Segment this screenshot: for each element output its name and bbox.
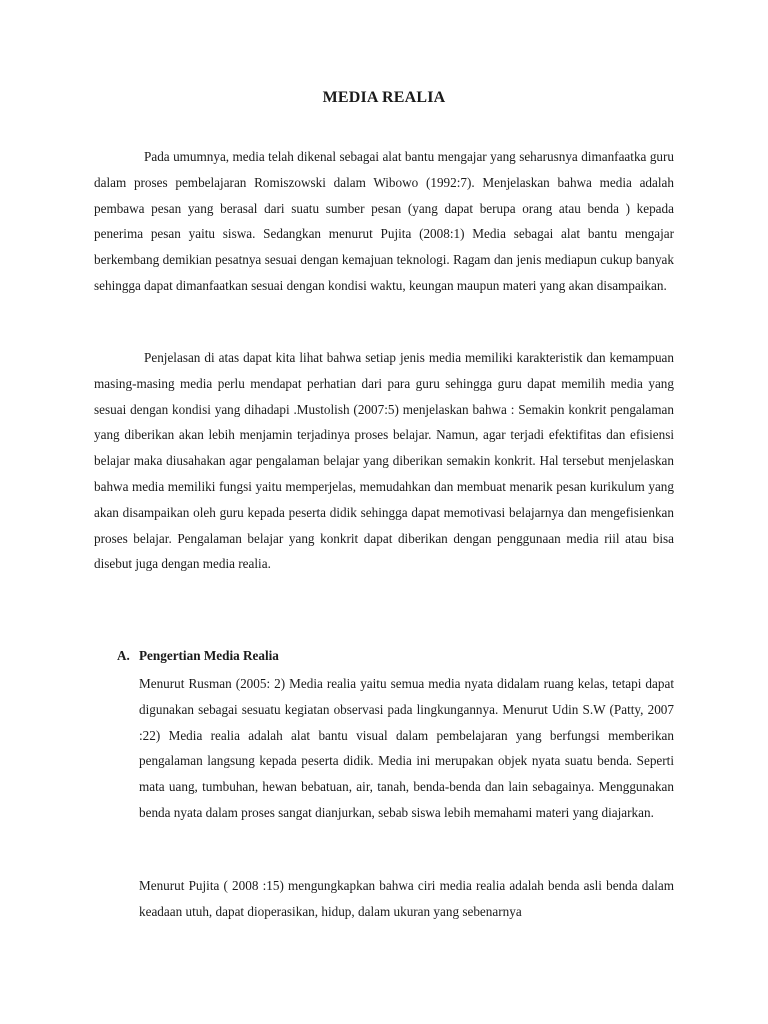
body-paragraph-1: Pada umumnya, media telah dikenal sebagai alat bantu mengajar yang seharusnya dimanfaatka guru dalam proses pembelajaran Romiszowski dalam Wibowo (1992:7). Menjelaskan bahwa media adalah pembawa pesan yang berasal dari suatu sumber pesan (yang dapat berupa orang atau benda ) kepada penerima pesan yaitu siswa. Sedangkan menurut Pujita (2008:1) Media sebagai alat bantu mengajar berkembang demikian pesatnya sesuai dengan kemajuan teknologi. Ragam dan jenis mediapun cukup banyak sehingga dapat dimanfaatkan sesuai dengan kondisi waktu, keungan maupun materi yang akan disampaikan. — [94, 149, 674, 293]
section-heading-text: Pengertian Media Realia — [139, 648, 279, 663]
section-paragraph-2: Menurut Pujita ( 2008 :15) mengungkapkan bahwa ciri media realia adalah benda asli benda dalam keadaan utuh, dapat dioperasikan, hidup, dalam ukuran yang sebenarnya — [139, 878, 674, 919]
section-heading — [117, 648, 279, 664]
page-title: MEDIA REALIA — [322, 89, 446, 106]
section-marker: A. — [117, 648, 130, 663]
body-paragraph-2: Penjelasan di atas dapat kita lihat bahwa setiap jenis media memiliki karakteristik dan kemampuan masing-masing media perlu mendapat perhatian dari para guru sehingga guru dapat memilih media yang sesuai dengan kondisi yang dihadapi .Mustolish (2007:5) menjelaskan bahwa : Semakin konkrit pengalaman yang diberikan akan lebih menjamin terjadinya proses belajar. Namun, agar terjadi efektifitas dan efisiensi belajar maka diusahakan agar pengalaman belajar yang diberikan semakin konkrit. Hal tersebut menjelaskan bahwa media memiliki fungsi yaitu memperjelas, memudahkan dan membuat menarik pesan kurikulum yang akan disampaikan oleh guru kepada peserta didik sehingga dapat memotivasi belajarnya dan mengefisienkan proses belajar. Pengalaman belajar yang konkrit dapat diberikan dengan penggunaan media riil atau bisa disebut juga dengan media realia. — [94, 350, 674, 572]
section-paragraph-1: Menurut Rusman (2005: 2) Media realia yaitu semua media nyata didalam ruang kelas, tetapi dapat digunakan sebagai sesuatu kegiatan observasi pada lingkungannya. Menurut Udin S.W (Patty, 2007 :22) Media realia adalah alat bantu visual dalam pembelajaran yang berfungsi memberikan pengalaman langsung kepada peserta didik. Media ini merupakan objek nyata suatu benda. Seperti mata uang, tumbuhan, hewan bebatuan, air, tanah, benda-benda dan lain sebagainya. Menggunakan benda nyata dalam proses sangat dianjurkan, sebab siswa lebih memahami materi yang diajarkan. — [139, 676, 674, 820]
